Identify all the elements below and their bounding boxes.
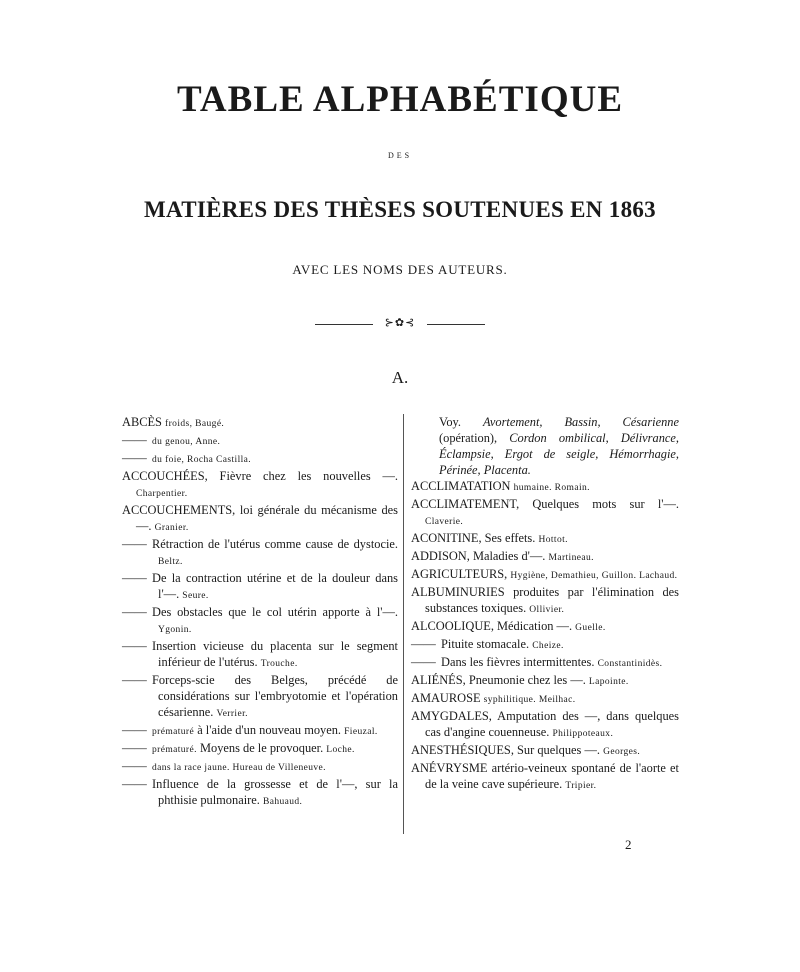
entry-subject: prématuré (152, 727, 195, 737)
entry-author: du genou, Anne. (152, 437, 221, 447)
index-entry (122, 502, 398, 536)
index-entry (411, 478, 679, 496)
entry-author: Hottot. (538, 535, 568, 545)
entry-heading: ACONITINE, Ses effets. (411, 531, 539, 545)
index-entry (122, 672, 398, 722)
entry-author: Trouche. (260, 659, 298, 669)
entry-text: Forceps-scie des Belges, précédé de considérations sur l'embryotomie et l'opération césarienne. (152, 673, 398, 719)
entry-text: Voy. (439, 415, 483, 429)
index-entry (411, 566, 679, 584)
entry-subject: prématuré. (152, 745, 197, 755)
entry-heading: ACCLIMATEMENT, Quelques mots sur l'—. (411, 497, 679, 511)
entry-text: De la contraction utérine et de la douleur dans l'—. (152, 571, 398, 601)
ditto-dash: —— (122, 537, 147, 551)
ditto-dash: —— (122, 777, 147, 791)
entry-heading: ALBUMINURIES produites par l'élimination des substances toxiques. (411, 585, 679, 615)
index-entry (122, 638, 398, 672)
index-entry (122, 450, 398, 468)
entry-heading: ANÉVRYSME artério-veineux spontané de l'aorte et de la veine cave supérieure. (411, 761, 679, 791)
entry-heading: ALCOOLIQUE, Médication —. (411, 619, 576, 633)
title-connector: DES (387, 151, 413, 160)
entry-text: Rétraction de l'utérus comme cause de dystocie. (152, 537, 398, 551)
entry-author: Ollivier. (529, 605, 565, 615)
ditto-dash: —— (122, 571, 147, 585)
entry-author: Claverie. (425, 517, 464, 527)
ornament-flourish: ⊱✿⊰ (384, 317, 416, 329)
entry-author: Constantinidès. (597, 659, 663, 669)
ditto-dash: —— (122, 605, 147, 619)
entry-author: Loche. (326, 745, 355, 755)
index-entry (411, 496, 679, 530)
entry-author: Hygiène, Demathieu, Guillon. Lachaud. (510, 571, 678, 581)
page-subtitle: MATIÈRES DES THÈSES SOUTENUES EN 1863 (144, 197, 656, 222)
index-entry (411, 742, 679, 760)
entry-heading: ADDISON, Maladies d'—. (411, 549, 549, 563)
index-entry (122, 758, 398, 776)
entry-reference: Avortement, Bassin, Césarienne (482, 415, 679, 429)
index-entry (122, 414, 398, 432)
index-entry (411, 618, 679, 636)
ditto-dash: —— (411, 637, 436, 651)
entry-author: Fieuzal. (344, 727, 378, 737)
ditto-dash: —— (122, 451, 147, 465)
index-column-right (411, 414, 679, 794)
index-entry (411, 584, 679, 618)
entry-author: Cheize. (532, 641, 564, 651)
index-entry (122, 570, 398, 604)
index-entry (411, 636, 679, 654)
ditto-dash: —— (122, 673, 147, 687)
page-title: TABLE ALPHABÉTIQUE (176, 79, 623, 120)
entry-author: Ygonin. (158, 625, 192, 635)
index-entry (411, 690, 679, 708)
ditto-dash: —— (122, 759, 147, 773)
page-number: 2 (625, 837, 632, 852)
entry-author: du foie, Rocha Castilla. (152, 455, 252, 465)
index-entry (411, 530, 679, 548)
ditto-dash: —— (122, 433, 147, 447)
index-entry (411, 414, 679, 478)
entry-author: syphilitique. Meilhac. (483, 695, 576, 705)
index-entry (122, 604, 398, 638)
index-entry (411, 760, 679, 794)
ditto-dash: —— (122, 723, 147, 737)
entry-heading: ANESTHÉSIQUES, Sur quelques —. (411, 743, 604, 757)
entry-author: froids, Baugé. (165, 419, 225, 429)
entry-heading: AMYGDALES, Amputation des —, dans quelques cas d'angine couenneuse. (411, 709, 679, 739)
entry-author: Lapointe. (588, 677, 629, 687)
index-entry (411, 548, 679, 566)
entry-author: Seure. (182, 591, 209, 601)
entry-author: Beltz. (158, 557, 183, 567)
index-entry (411, 654, 679, 672)
entry-author: Martineau. (548, 553, 594, 563)
index-entry (411, 708, 679, 742)
entry-author: Granier. (154, 523, 189, 533)
ornament-line-left (315, 324, 373, 325)
entry-author: Georges. (603, 747, 641, 757)
entry-author: Verrier. (216, 709, 248, 719)
column-divider (403, 414, 404, 834)
entry-heading: AMAUROSE (411, 691, 484, 705)
entry-heading: AGRICULTEURS, (411, 567, 511, 581)
ditto-dash: —— (411, 655, 436, 669)
ornament-divider (315, 319, 485, 331)
ditto-dash: —— (122, 741, 147, 755)
entry-author: dans la race jaune. Hureau de Villeneuve. (152, 763, 326, 773)
entry-text: Des obstacles que le col utérin apporte à l'—. (152, 605, 398, 619)
entry-text: (opération), (439, 431, 510, 445)
entry-heading: ACCLIMATATION (411, 479, 514, 493)
entry-author: Tripier. (565, 781, 597, 791)
ornament-line-right (427, 324, 485, 325)
index-entry (122, 432, 398, 450)
entry-author: Bahuaud. (262, 797, 303, 807)
authors-line: AVEC LES NOMS DES AUTEURS. (292, 262, 508, 277)
entry-heading: ACCOUCHÉES, Fièvre chez les nouvelles —. (122, 469, 398, 483)
entry-reference: Cordon ombilical, Délivrance, Éclampsie, Ergot de seigle, Hémorrhagie, Périnée, Placenta. (439, 431, 679, 477)
index-entry (122, 722, 398, 740)
entry-text: Influence de la grossesse et de l'—, sur la phthisie pulmonaire. (152, 777, 398, 807)
ditto-dash: —— (122, 639, 147, 653)
entry-heading: ALIÉNÉS, Pneumonie chez les —. (411, 673, 589, 687)
entry-author: Guelle. (575, 623, 606, 633)
index-entry (411, 672, 679, 690)
entry-heading: ACCOUCHEMENTS, loi générale du mécanisme des —. (122, 503, 398, 533)
section-letter: A. (391, 368, 409, 387)
entry-heading: ABCÈS (122, 415, 166, 429)
entry-text: Insertion vicieuse du placenta sur le segment inférieur de l'utérus. (152, 639, 398, 669)
entry-author: humaine. Romain. (513, 483, 590, 493)
entry-text: Moyens de le provoquer. (196, 741, 327, 755)
entry-text: Pituite stomacale. (441, 637, 533, 651)
index-entry (122, 536, 398, 570)
entry-text: Dans les fièvres intermittentes. (441, 655, 598, 669)
entry-text: à l'aide d'un nouveau moyen. (194, 723, 345, 737)
entry-author: Charpentier. (136, 489, 188, 499)
index-entry (122, 776, 398, 810)
index-column-left (122, 414, 398, 810)
entry-author: Philippoteaux. (552, 729, 614, 739)
index-entry (122, 468, 398, 502)
index-entry (122, 740, 398, 758)
